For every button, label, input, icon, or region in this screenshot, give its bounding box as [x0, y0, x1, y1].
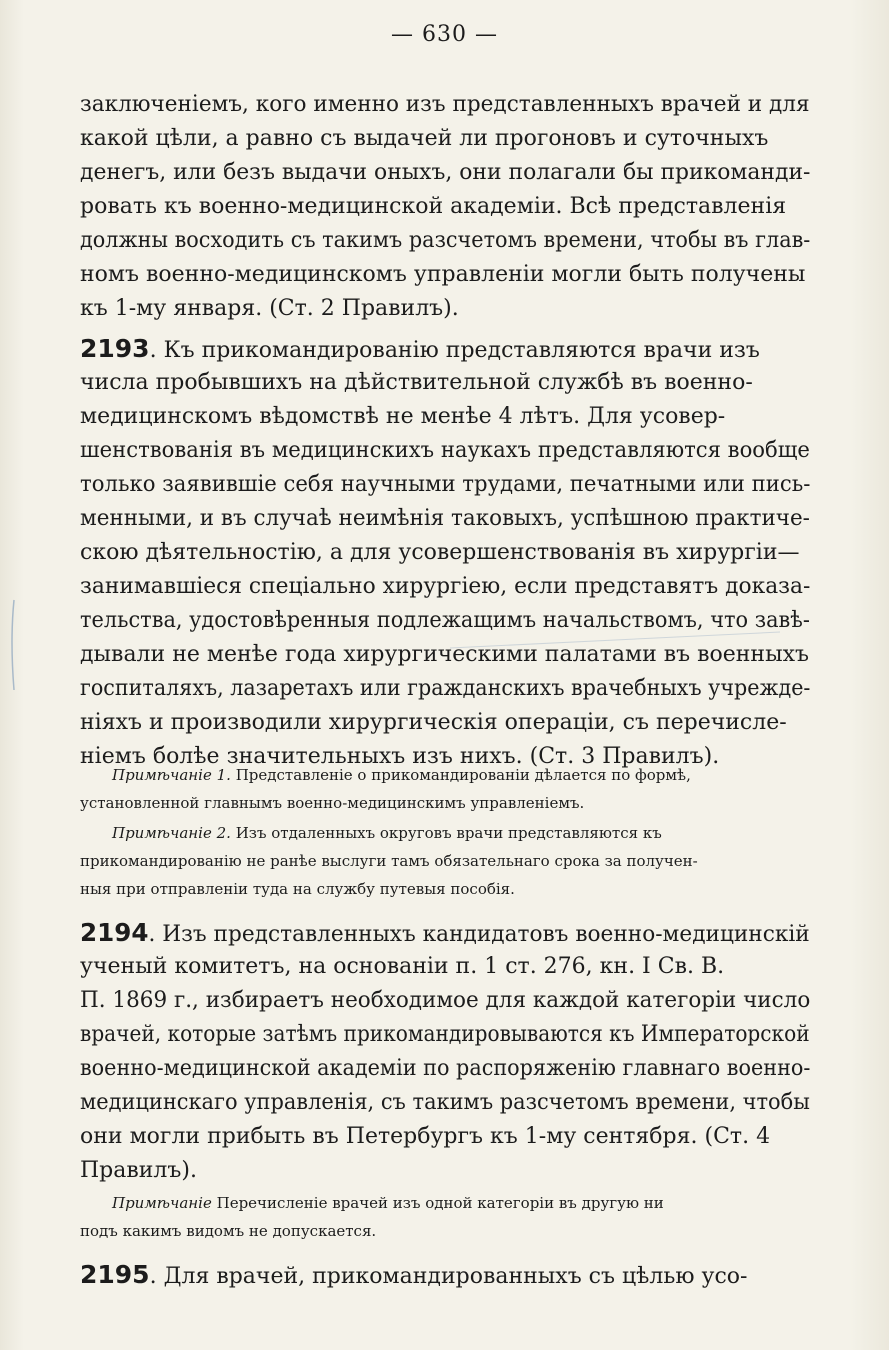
text-line: заключеніемъ, кого именно изъ представленныхъ врачей и для	[80, 92, 810, 117]
text-segment: . Для врачей, прикомандированныхъ съ цѣлью усо-	[149, 1264, 748, 1289]
note-label: Примѣчаніе 2.	[112, 824, 231, 842]
text-line: къ 1-му января. (Ст. 2 Правилъ).	[80, 296, 459, 321]
text-line: ныя при отправленіи туда на службу путевыя пособія.	[80, 880, 515, 898]
note-first-line	[112, 1192, 664, 1214]
text-line: должны восходить съ такимъ разсчетомъ времени, чтобы въ глав-	[80, 228, 811, 253]
text-line: числа пробывшихъ на дѣйствительной службѣ въ военно-	[80, 370, 753, 395]
text-line: только заявившіе себя научными трудами, печатными или пись-	[80, 472, 811, 497]
text-line: медицинскаго управленія, съ такимъ разсчетомъ времени, чтобы	[80, 1090, 810, 1115]
text-line: ніяхъ и производили хирургическія операціи, съ перечисле-	[80, 710, 787, 735]
text-line: медицинскомъ вѣдомствѣ не менѣе 4 лѣтъ. Для усовер-	[80, 404, 726, 429]
text-segment: Перечисленіе врачей изъ одной категоріи въ другую ни	[211, 1194, 664, 1212]
text-segment: . Изъ представленныхъ кандидатовъ военно-медицинскій	[148, 922, 810, 947]
page-number: — 630 —	[391, 22, 498, 47]
text-line: Правилъ).	[80, 1158, 197, 1183]
text-line: ніемъ болѣе значительныхъ изъ нихъ. (Ст. 3 Правилъ).	[80, 744, 720, 769]
note-label: Примѣчаніе	[112, 1194, 212, 1212]
article-number: 2195	[80, 1260, 150, 1289]
text-line: они могли прибыть въ Петербургъ къ 1-му сентября. (Ст. 4	[80, 1124, 771, 1149]
text-line: дывали не менѣе года хирургическими палатами въ военныхъ	[80, 642, 809, 667]
text-line: какой цѣли, а равно съ выдачей ли прогоновъ и суточныхъ	[80, 126, 769, 151]
text-line: шенствованія въ медицинскихъ наукахъ представляются вообще	[80, 438, 810, 463]
text-line: ученый комитетъ, на основаніи п. 1 ст. 276, кн. I Св. В.	[80, 954, 725, 979]
text-segment: . Къ прикомандированію представляются врачи изъ	[149, 338, 760, 363]
note-label: Примѣчаніе 1.	[112, 766, 231, 784]
text-line: госпиталяхъ, лазаретахъ или гражданскихъ врачебныхъ учрежде-	[80, 676, 811, 701]
note-first-line	[112, 764, 691, 786]
text-segment: Представленіе о прикомандированіи дѣлается по формѣ,	[230, 766, 691, 784]
article-first-line	[80, 1260, 747, 1290]
text-line: занимавшіеся спеціально хирургіею, если представятъ доказа-	[80, 574, 811, 599]
note-first-line	[112, 822, 662, 844]
text-line: врачей, которые затѣмъ прикомандировываются къ Императорской	[80, 1022, 810, 1047]
text-line: подъ какимъ видомъ не допускается.	[80, 1222, 377, 1240]
text-line: номъ военно-медицинскомъ управленіи могли быть получены	[80, 262, 806, 287]
article-number: 2194	[80, 918, 149, 947]
article-first-line	[80, 918, 810, 948]
article-number: 2193	[80, 334, 150, 363]
text-line: военно-медицинской академіи по распоряженію главнаго военно-	[80, 1056, 811, 1081]
text-line: тельства, удостовѣренныя подлежащимъ начальствомъ, что завѣ-	[80, 608, 810, 633]
text-line: прикомандированію не ранѣе выслуги тамъ обязательнаго срока за получен-	[80, 852, 698, 870]
text-line: П. 1869 г., избираетъ необходимое для каждой категоріи число	[80, 988, 811, 1013]
text-line: скою дѣятельностію, а для усовершенствованія въ хирургіи—	[80, 540, 800, 565]
text-line: установленной главнымъ военно-медицинскимъ управленіемъ.	[80, 794, 585, 812]
text-segment: Изъ отдаленныхъ округовъ врачи представляются къ	[230, 824, 662, 842]
text-line: ровать къ военно-медицинской академіи. Всѣ представленія	[80, 194, 787, 219]
article-first-line	[80, 334, 760, 364]
text-line: денегъ, или безъ выдачи оныхъ, они полагали бы прикоманди-	[80, 160, 811, 185]
text-line: менными, и въ случаѣ неимѣнія таковыхъ, успѣшною практиче-	[80, 506, 810, 531]
